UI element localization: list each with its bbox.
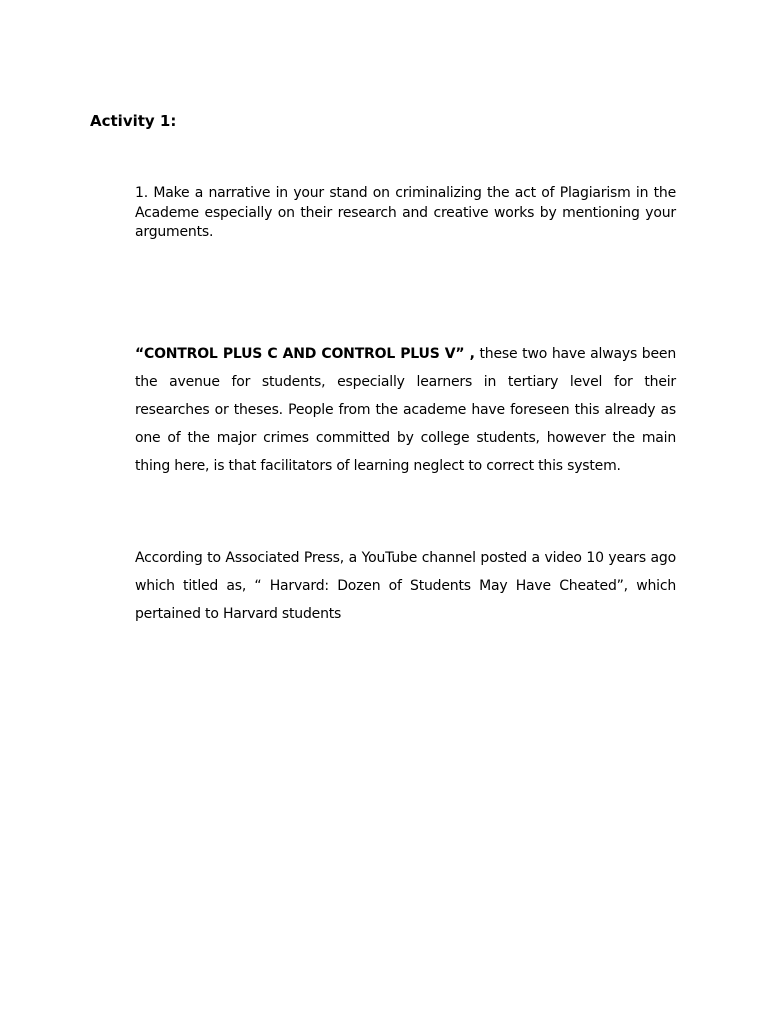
paragraph-body: these two have always been the avenue for students, especially learners in tertiary level for their researches or theses. People from the academe have foreseen this already as one of the major crimes committed by college students, however the main thing here, is that facilitators of learning neglect to correct this system. xyxy=(135,346,676,474)
paragraph-control-plus xyxy=(135,340,676,480)
paragraph-lead-bold: “CONTROL PLUS C AND CONTROL PLUS V” , xyxy=(135,346,475,362)
question-item xyxy=(135,184,676,243)
question-text: Make a narrative in your stand on criminalizing the act of Plagiarism in the Academe especially on their research and creative works by mentioning your arguments. xyxy=(135,185,676,240)
paragraph-associated-press: According to Associated Press, a YouTube channel posted a video 10 years ago which titled as, “ Harvard: Dozen of Students May Have Cheated”, which pertained to Harvard students xyxy=(135,550,676,622)
activity-heading: Activity 1: xyxy=(90,112,177,130)
question-number: 1. xyxy=(135,185,148,201)
